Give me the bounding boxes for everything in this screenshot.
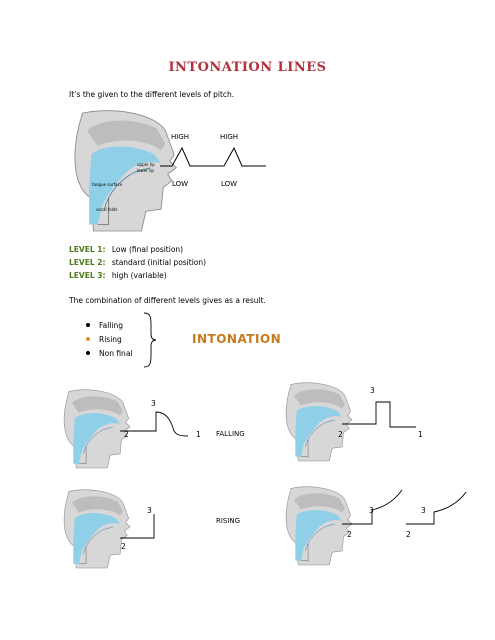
pitch-number: 2: [124, 430, 129, 439]
level-1-key: LEVEL 1:: [69, 245, 106, 254]
level-3-row: [69, 271, 167, 280]
high-label-2: HIGH: [220, 133, 239, 141]
level-2-key: LEVEL 2:: [69, 258, 106, 267]
falling-contour-line: [118, 410, 198, 440]
falling-label: FALLING: [216, 430, 245, 438]
level-1-desc: Low (final position): [111, 245, 184, 254]
pitch-number: 2: [347, 530, 352, 539]
low-label-1: LOW: [172, 180, 189, 188]
high-label-1: HIGH: [171, 133, 190, 141]
lower-lip-label: lower lip: [137, 168, 154, 173]
bullet-icon: [86, 351, 90, 355]
level-3-key: LEVEL 3:: [69, 271, 106, 280]
level-3-desc: high (variable): [111, 271, 167, 280]
brace-icon: [143, 312, 157, 368]
pitch-zigzag-line: [160, 146, 270, 168]
list-item: Non final: [86, 346, 133, 360]
intonation-types-list: [86, 318, 133, 360]
pitch-number: 3: [369, 506, 374, 515]
level-1-row: [69, 245, 183, 254]
intro-text: It’s the given to the different levels of pitch.: [69, 90, 235, 99]
rising-label: RISING: [216, 517, 241, 525]
tongue-surface-label: tongue surface: [92, 182, 123, 187]
combination-text: The combination of different levels gives as a result.: [69, 296, 266, 305]
bullet-icon: [86, 337, 90, 341]
pitch-number: 2: [338, 430, 343, 439]
pitch-number: 3: [421, 506, 426, 515]
level-2-row: [69, 258, 206, 267]
head-diagram-main: [64, 111, 184, 231]
rising-curve-contour-line: [336, 488, 476, 528]
falling-step-contour-line: [340, 400, 420, 430]
rising-contour-line: [118, 512, 158, 542]
bullet-icon: [86, 323, 90, 327]
pitch-number: 1: [418, 430, 423, 439]
intonation-label: INTONATION: [192, 332, 282, 346]
list-item: Rising: [86, 332, 133, 346]
pitch-number: 2: [121, 542, 126, 551]
page-title: INTONATION LINES: [168, 60, 327, 75]
vocal-folds-label: vocal folds: [96, 207, 118, 212]
pitch-number: 3: [151, 399, 156, 408]
pitch-number: 1: [196, 430, 201, 439]
pitch-number: 3: [370, 386, 375, 395]
pitch-number: 3: [147, 506, 152, 515]
level-2-desc: standard (initial position): [111, 258, 207, 267]
low-label-2: LOW: [221, 180, 238, 188]
list-item: Falling: [86, 318, 133, 332]
upper-lip-label: upper lip: [137, 162, 155, 167]
pitch-number: 2: [406, 530, 411, 539]
